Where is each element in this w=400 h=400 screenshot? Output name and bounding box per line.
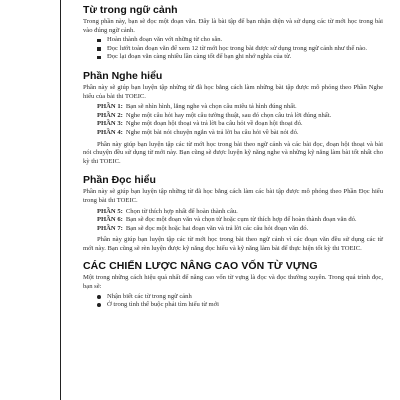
strategies-bullet-list bbox=[97, 293, 383, 310]
reading-parts bbox=[83, 208, 383, 234]
part-text: Nghe một câu hỏi hay một câu tường thuật, sau đó chọn câu trả lời đúng nhất. bbox=[125, 111, 332, 119]
part-row bbox=[97, 216, 383, 225]
part-row bbox=[97, 103, 383, 112]
listening-heading: Phần Nghe hiểu bbox=[83, 69, 163, 82]
part-text: Bạn sẽ đọc một đoạn văn và chọn từ hoặc cụm từ thích hợp để hoàn thành đoạn văn đó. bbox=[125, 216, 357, 224]
list-item: Đọc lại đoạn văn càng nhiều lần càng tốt để bạn ghi nhớ nghĩa của từ. bbox=[97, 53, 383, 62]
strategies-heading: CÁC CHIẾN LƯỢC NÂNG CAO VỐN TỪ VỰNG bbox=[83, 260, 318, 273]
part-text: Bạn sẽ nhìn hình, lắng nghe và chọn câu miêu tả hình đúng nhất. bbox=[125, 103, 297, 111]
context-heading: Từ trong ngữ cảnh bbox=[83, 4, 178, 16]
reading-heading: Phần Đọc hiểu bbox=[83, 174, 156, 187]
part-text: Bạn sẽ đọc một hoặc hai đoạn văn và trả lời các câu hỏi đoạn văn đó. bbox=[125, 224, 309, 232]
list-item: Ở trong tình thế buộc phải tìm hiểu từ mới bbox=[97, 301, 383, 310]
list-item: Nhận biết các từ trong ngữ cảnh bbox=[97, 293, 383, 302]
context-intro: Trong phần này, bạn sẽ đọc một đoạn văn. Đây là bài tập để bạn nhận diện và sử dụng các từ mới học trong bài vào đúng ngữ cảnh. bbox=[83, 18, 383, 34]
part-text: Chọn từ thích hợp nhất để hoàn thành câu. bbox=[125, 207, 238, 215]
part-label: PHẦN 4: bbox=[97, 128, 123, 136]
listening-intro: Phần này sẽ giúp bạn luyện tập những từ đã học bằng cách làm những bài tập được mô phỏng theo Phần Nghe hiểu của bài thi TOEIC. bbox=[83, 83, 383, 100]
page-margin-rule bbox=[60, 0, 61, 400]
listening-outro: Phần này giúp bạn luyện tập các từ mới học trong bài theo ngữ cảnh và các bài đọc, đoạn hội thoại và bài nói chuyện đều sử dụng từ mới này. Bạn cũng sẽ được luyện kỹ năng nghe và những kỹ năng làm bài tốt nhất cho kỳ thi TOEIC. bbox=[83, 140, 383, 165]
list-item: Hoàn thành đoạn văn với những từ cho sẵn. bbox=[97, 36, 383, 45]
part-row bbox=[97, 225, 383, 234]
reading-intro: Phần này sẽ giúp bạn luyện tập những từ đã học bằng cách làm các bài tập được mô phỏng theo Phần Đọc hiểu trong bài thi TOEIC. bbox=[83, 188, 383, 204]
part-text: Nghe một đoạn hội thoại và trả lời ba câu hỏi về đoạn hội thoại đó. bbox=[125, 120, 303, 128]
part-label: PHẦN 3: bbox=[97, 120, 123, 128]
reading-outro: Phần này giúp bạn luyện tập các từ mới học trong bài theo ngữ cảnh vì các đoạn văn đều sử dụng các từ mới này. Bạn cũng sẽ rèn luyện được kỹ năng đọc hiểu và kỹ năng làm bài để thực hiện tốt kỳ thi TOEIC. bbox=[83, 236, 383, 252]
part-row bbox=[97, 112, 383, 121]
part-text: Nghe một bài nói chuyện ngắn và trả lời ba câu hỏi về bài nói đó. bbox=[125, 128, 299, 136]
part-label: PHẦN 7: bbox=[97, 224, 123, 232]
part-row bbox=[97, 129, 383, 138]
part-row bbox=[97, 208, 383, 217]
part-label: PHẦN 5: bbox=[97, 207, 123, 215]
part-label: PHẦN 6: bbox=[97, 216, 123, 224]
part-label: PHẦN 1: bbox=[97, 103, 123, 111]
part-label: PHẦN 2: bbox=[97, 111, 123, 119]
listening-parts bbox=[83, 103, 383, 137]
context-bullet-list bbox=[97, 36, 383, 62]
strategies-intro: Một trong những cách hiệu quả nhất để nâng cao vốn từ vựng là đọc và đọc thường xuyên. Trong quá trình đọc, bạn sẽ: bbox=[83, 274, 383, 291]
list-item: Đọc lướt toàn đoạn văn để xem 12 từ mới học trong bài được sử dụng trong ngữ cảnh như thế nào. bbox=[97, 45, 383, 54]
part-row bbox=[97, 120, 383, 129]
page-content bbox=[83, 4, 383, 310]
